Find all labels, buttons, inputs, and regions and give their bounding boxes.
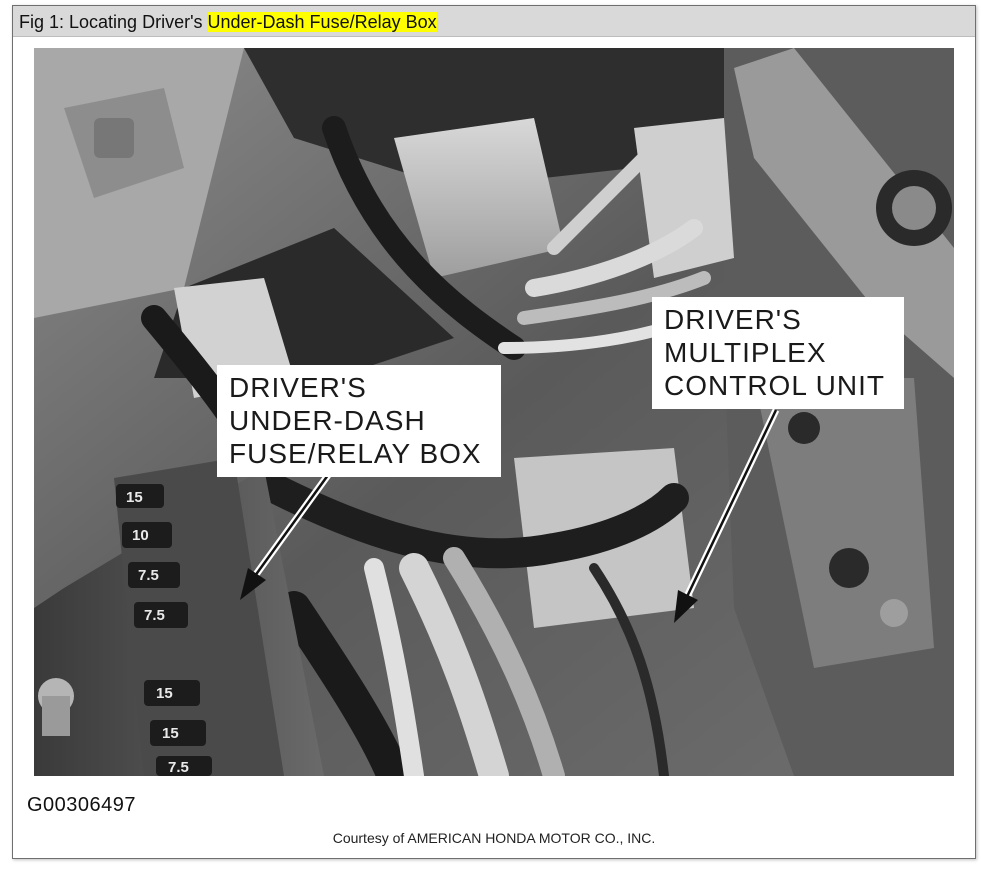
- callout-fuse-line-3: FUSE/RELAY BOX: [229, 438, 482, 469]
- fuse-4: [134, 602, 188, 628]
- callout-fuse-relay-box: [217, 365, 501, 477]
- figure-id: G00306497: [27, 794, 137, 816]
- fuse-5: [144, 680, 200, 706]
- callout-fuse-line-2: UNDER-DASH: [229, 405, 426, 436]
- caption-highlight: Under-Dash Fuse/Relay Box: [207, 12, 437, 32]
- bolt-low: [829, 548, 869, 588]
- under-dash-photo: [34, 48, 954, 776]
- caption-bar: [13, 6, 975, 37]
- fuse-7: [156, 756, 212, 776]
- callout-fuse-line-1: DRIVER'S: [229, 372, 367, 403]
- fuse-1: [116, 484, 164, 508]
- callout-mcu-line-1: DRIVER'S: [664, 304, 802, 335]
- bolt-mid: [788, 412, 820, 444]
- caption-prefix: Fig 1: Locating Driver's: [19, 12, 208, 32]
- svg-text:10: 10: [132, 527, 149, 544]
- svg-text:15: 15: [162, 725, 179, 742]
- svg-text:15: 15: [156, 685, 173, 702]
- svg-text:7.5: 7.5: [168, 759, 189, 776]
- figure-caption: [19, 12, 437, 33]
- courtesy-credit: Courtesy of AMERICAN HONDA MOTOR CO., INC.: [332, 830, 656, 846]
- callout-mcu-line-3: CONTROL UNIT: [664, 370, 885, 401]
- fuse-2: [122, 522, 172, 548]
- fuse-6: [150, 720, 206, 746]
- figure-frame: [12, 5, 976, 859]
- fuse-3: [128, 562, 180, 588]
- svg-text:7.5: 7.5: [144, 607, 165, 624]
- callout-mcu-line-2: MULTIPLEX: [664, 337, 827, 368]
- svg-text:15: 15: [126, 489, 143, 506]
- svg-text:7.5: 7.5: [138, 567, 159, 584]
- callout-multiplex-control-unit: [652, 297, 904, 409]
